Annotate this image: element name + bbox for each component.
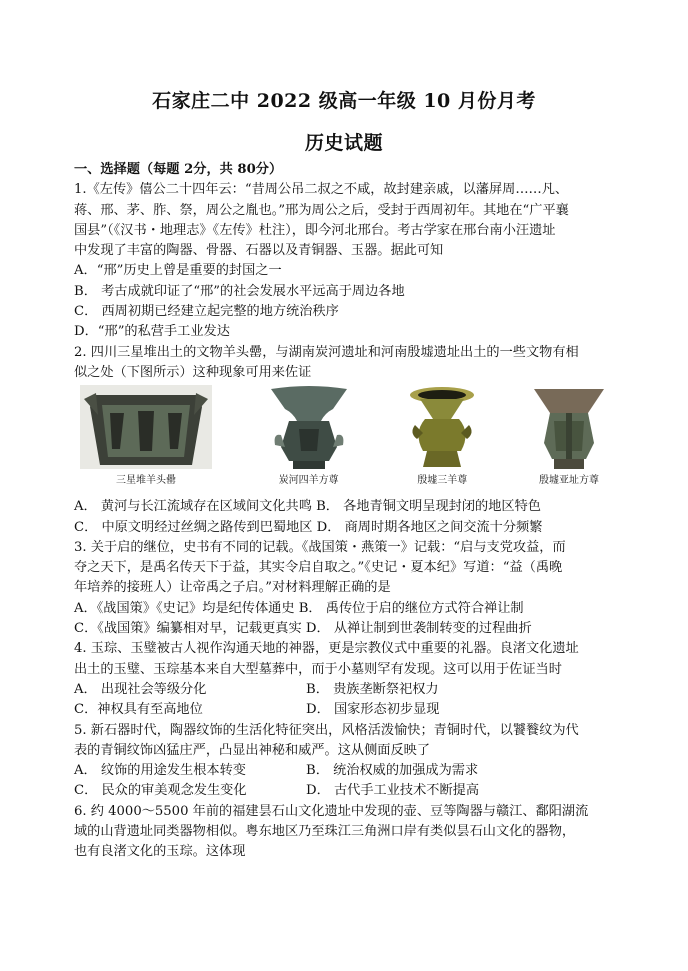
option-c: C．神权具有至高地位 — [74, 702, 203, 718]
question-text-line: 中发现了丰富的陶器、骨器、石器以及青铜器、玉器。据此可知 — [74, 243, 444, 259]
option-d: D．“邢”的私营手工业发达 — [74, 324, 230, 340]
question-3 — [74, 538, 614, 639]
yinxu-sanyangzun-image — [405, 385, 479, 469]
tanhe-fangzun-image — [263, 385, 355, 469]
exam-title: 石家庄二中 2022 级高一年级 10 月份月考 — [152, 90, 536, 112]
question-6 — [74, 802, 614, 863]
option-b: B． 考古成就印证了“邢”的社会发展水平远高于周边各地 — [74, 283, 405, 299]
exam-subtitle: 历史试题 — [304, 132, 383, 154]
question-text-line: 国县”（《汉书・地理志》《左传》杜注），即今河北邢台。考古学家在邢台南小汪遗址 — [74, 222, 556, 238]
question-text-line: 夺之天下，是禹名传天下于益，其实令启自取之。”《史记・夏本纪》写道：“益（禹晚 — [74, 560, 563, 576]
section-heading: 一、选择题（每题 2分，共 80分） — [74, 162, 283, 177]
question-text-line: 5. 新石器时代，陶器纹饰的生活化特征突出，风格活泼愉快；青铜时代，以饕餮纹为代 — [74, 722, 579, 738]
artifact-caption: 三星堆羊头罍 — [116, 474, 176, 486]
question-text-line: 域的山背遗址同类器物相似。粤东地区乃至珠江三角洲口岸有类似昙石山文化的器物， — [74, 824, 576, 840]
question-text-line: 蒋、邢、茅、胙、祭，周公之胤也。”邢为周公之后，受封于西周初年。其地在“广平襄 — [74, 202, 569, 218]
question-text-line: 年培养的接班人）让帝禹之子启。”对材料理解正确的是 — [74, 580, 391, 596]
artifact-caption: 炭河四羊方尊 — [278, 474, 339, 486]
option-a: A． 出现社会等级分化 — [74, 681, 207, 697]
option-b: B． 统治权威的加强成为需求 — [306, 763, 479, 779]
question-text-line: 似之处（下图所示）这种现象可用来佐证 — [74, 364, 312, 380]
artifact-tanhe-fangzun — [263, 385, 355, 491]
option-c-d: C． 中原文明经过丝绸之路传到巴蜀地区 D． 商周时期各地区之间交流十分频繁 — [74, 519, 543, 535]
option-c: C． 西周初期已经建立起完整的地方统治秩序 — [74, 304, 339, 320]
option-row — [74, 781, 614, 801]
option-row — [74, 761, 614, 781]
question-text-line: 1.《左传》僖公二十四年云：“昔周公吊二叔之不咸，故封建亲戚，以藩屏周……凡、 — [74, 182, 569, 198]
question-text-line: 4. 玉琮、玉璧被古人视作沟通天地的神器，更是宗教仪式中重要的礼器。良渚文化遗址 — [74, 641, 579, 657]
question-4 — [74, 639, 614, 720]
artifact-caption: 殷墟亚址方尊 — [538, 474, 599, 486]
question-text-line: 2. 四川三星堆出土的文物羊头罍，与湖南炭河遗址和河南殷墟遗址出土的一些文物有相 — [74, 344, 579, 360]
option-c: C． 民众的审美观念发生变化 — [74, 783, 247, 799]
option-row — [74, 700, 614, 720]
artifact-yinxu-sanyangzun — [405, 385, 479, 491]
yinxu-yazhi-fangzun-image — [530, 385, 608, 469]
artifact-figure — [74, 389, 614, 491]
option-a: A．“邢”历史上曾是重要的封国之一 — [74, 263, 282, 279]
option-row — [74, 680, 614, 700]
question-text-line: 出土的玉璧、玉琮基本来自大型墓葬中，而于小墓则罕有发现。这可以用于佐证当时 — [74, 661, 562, 677]
question-2 — [74, 343, 614, 538]
artifact-sanxingdui-lei — [80, 385, 212, 491]
artifact-yinxu-yazhi-fangzun — [530, 385, 608, 491]
option-d: D． 古代手工业技术不断提高 — [306, 783, 480, 799]
question-1 — [74, 180, 614, 342]
question-text-line: 3. 关于启的继位，史书有不同的记载。《战国策・燕策一》记载：“启与支党攻益，而 — [74, 539, 566, 555]
option-a-b: A． 黄河与长江流域存在区域间文化共鸣 B． 各地青铜文明呈现封闭的地区特色 — [74, 499, 541, 515]
option-b: B． 贵族垄断祭祀权力 — [306, 681, 439, 697]
sanxingdui-lei-image — [80, 385, 212, 469]
option-a-b: A．《战国策》《史记》均是纪传体通史 B． 禹传位于启的继位方式符合禅让制 — [74, 600, 524, 616]
option-a: A． 纹饰的用途发生根本转变 — [74, 763, 246, 779]
exam-content — [74, 160, 614, 863]
question-text-line: 也有良渚文化的玉琮。这体现 — [74, 844, 246, 860]
question-5 — [74, 721, 614, 802]
option-c-d: C．《战国策》编纂相对早，记载更真实 D． 从禅让制到世袭制转变的过程曲折 — [74, 621, 532, 637]
option-d: D． 国家形态初步显现 — [306, 702, 440, 718]
artifact-caption: 殷墟三羊尊 — [417, 474, 468, 486]
question-text-line: 6. 约 4000～5500 年前的福建昙石山文化遗址中发现的壶、豆等陶器与赣江、鄱阳湖流 — [74, 803, 589, 819]
question-text-line: 表的青铜纹饰凶猛庄严，凸显出神秘和威严。这从侧面反映了 — [74, 742, 431, 758]
